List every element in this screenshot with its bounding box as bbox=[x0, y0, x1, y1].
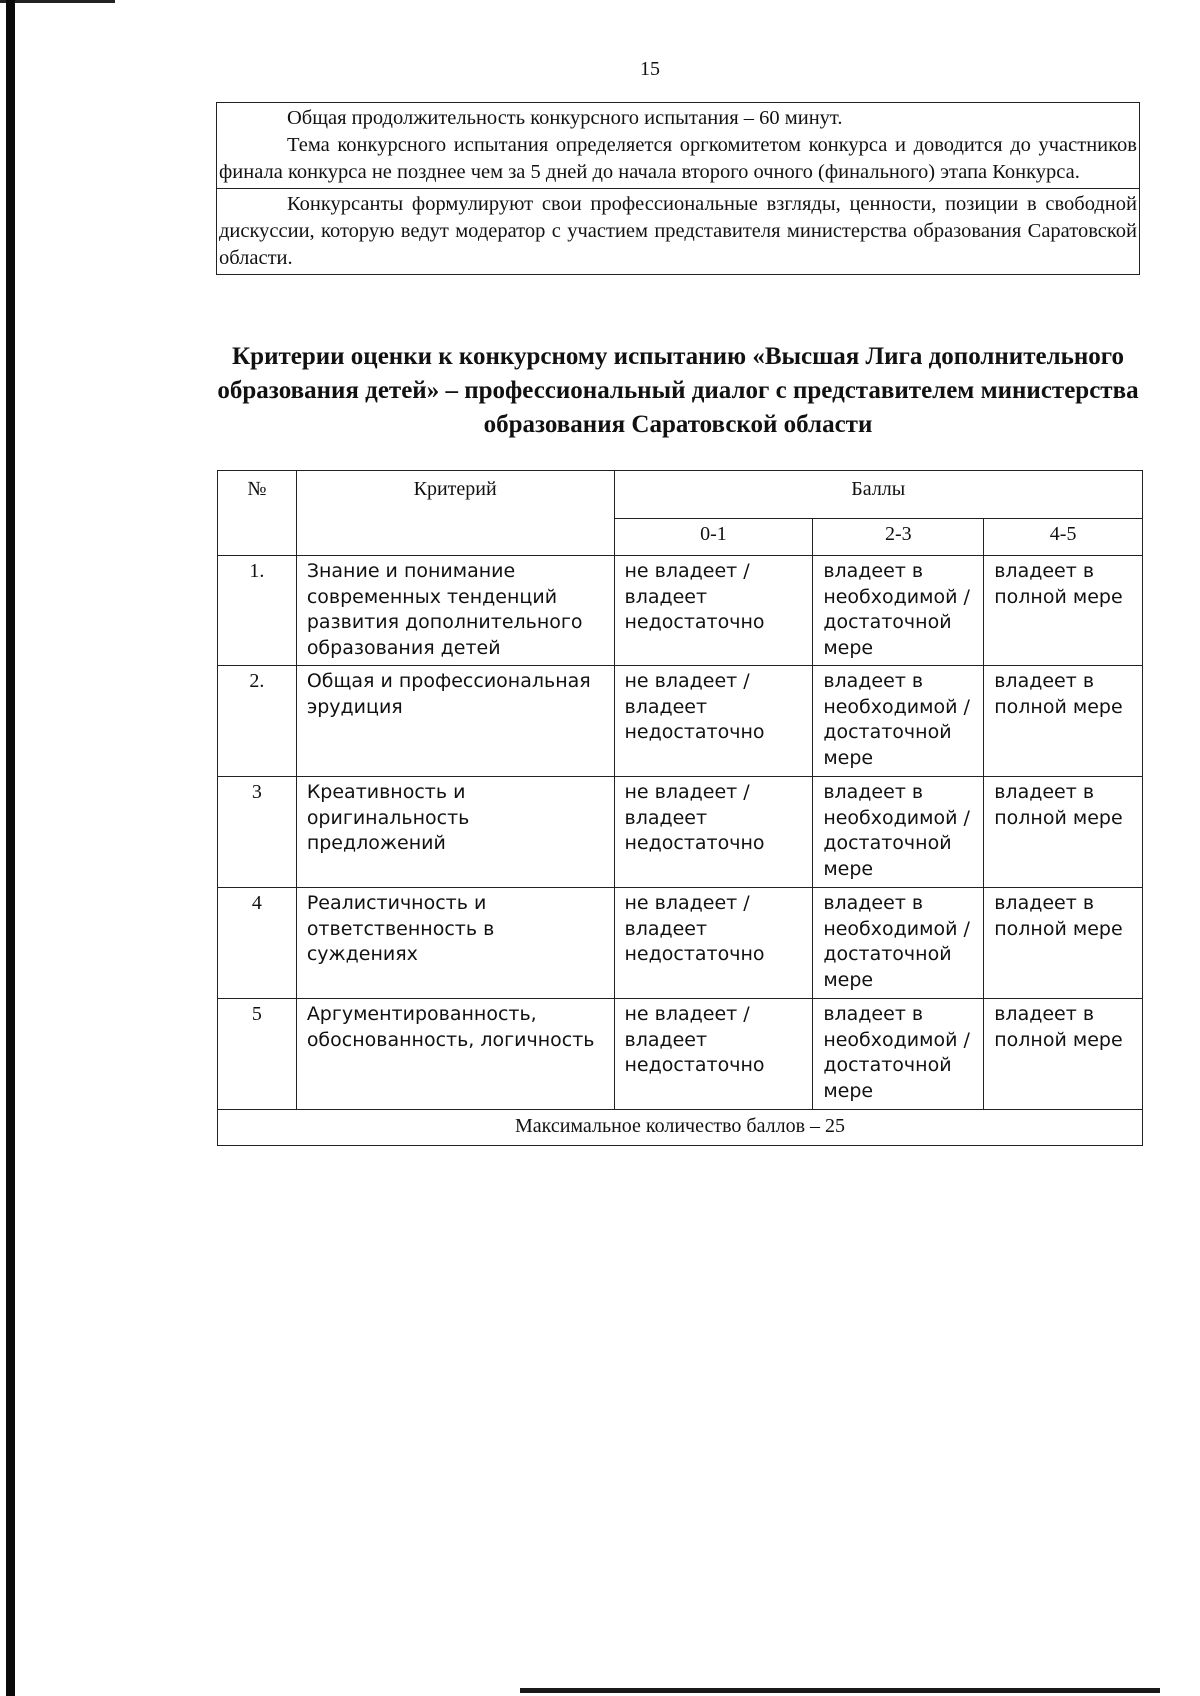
table-header-row bbox=[218, 471, 1143, 519]
row-score-high: владеет в полной мере bbox=[984, 777, 1143, 888]
table-row bbox=[218, 556, 1143, 666]
header-num: № bbox=[218, 471, 297, 556]
row-criterion: Общая и профессиональная эрудиция bbox=[296, 666, 614, 777]
table-total-row bbox=[218, 1110, 1143, 1146]
row-score-low: не владеет / владеет недостаточно bbox=[614, 888, 813, 999]
row-score-mid: владеет в необходимой / достаточной мере bbox=[813, 666, 984, 777]
table-row bbox=[218, 888, 1143, 999]
row-criterion: Знание и понимание современных тенденций развития дополнительного образования детей bbox=[296, 556, 614, 666]
table-row bbox=[218, 777, 1143, 888]
row-score-low: не владеет / владеет недостаточно bbox=[614, 666, 813, 777]
row-criterion: Реалистичность и ответственность в суждениях bbox=[296, 888, 614, 999]
criteria-title: Критерии оценки к конкурсному испытанию «Высшая Лига дополнительного образования детей» – профессиональный диалог с представителем министерства образования Саратовской области bbox=[217, 343, 1139, 438]
row-num: 4 bbox=[218, 888, 297, 999]
header-range-low: 0-1 bbox=[614, 519, 813, 556]
row-score-mid: владеет в необходимой / достаточной мере bbox=[813, 556, 984, 666]
row-criterion: Креативность и оригинальность предложений bbox=[296, 777, 614, 888]
scan-edge-top bbox=[0, 0, 115, 3]
intro-cell-discussion bbox=[217, 188, 1139, 274]
row-score-mid: владеет в необходимой / достаточной мере bbox=[813, 888, 984, 999]
max-score-total: Максимальное количество баллов – 25 bbox=[218, 1110, 1143, 1146]
row-score-mid: владеет в необходимой / достаточной мере bbox=[813, 777, 984, 888]
row-criterion: Аргументированность, обоснованность, логичность bbox=[296, 999, 614, 1110]
row-score-high: владеет в полной мере bbox=[984, 999, 1143, 1110]
intro-cell-duration bbox=[217, 103, 1139, 188]
header-range-mid: 2-3 bbox=[813, 519, 984, 556]
intro-box bbox=[216, 102, 1140, 275]
row-score-mid: владеет в необходимой / достаточной мере bbox=[813, 999, 984, 1110]
row-score-high: владеет в полной мере bbox=[984, 888, 1143, 999]
intro-paragraph-topic: Тема конкурсного испытания определяется оргкомитетом конкурса и доводится до участников финала конкурса не позднее чем за 5 дней до начала второго очного (финального) этапа Конкурса. bbox=[219, 134, 1137, 183]
row-score-high: владеет в полной мере bbox=[984, 556, 1143, 666]
row-score-low: не владеет / владеет недостаточно bbox=[614, 556, 813, 666]
row-num: 1. bbox=[218, 556, 297, 666]
row-num: 3 bbox=[218, 777, 297, 888]
header-criterion: Критерий bbox=[296, 471, 614, 556]
criteria-table bbox=[217, 470, 1143, 1146]
row-score-high: владеет в полной мере bbox=[984, 666, 1143, 777]
intro-paragraph-duration: Общая продолжительность конкурсного испытания – 60 минут. bbox=[287, 107, 843, 129]
scan-edge-bottom bbox=[520, 1688, 1160, 1693]
scan-edge-left bbox=[6, 0, 15, 1696]
row-score-low: не владеет / владеет недостаточно bbox=[614, 777, 813, 888]
page-number: 15 bbox=[640, 58, 660, 80]
row-num: 5 bbox=[218, 999, 297, 1110]
row-score-low: не владеет / владеет недостаточно bbox=[614, 999, 813, 1110]
row-num: 2. bbox=[218, 666, 297, 777]
table-row bbox=[218, 666, 1143, 777]
table-row bbox=[218, 999, 1143, 1110]
header-points: Баллы bbox=[614, 471, 1143, 519]
intro-paragraph-discussion: Конкурсанты формулируют свои профессиональные взгляды, ценности, позиции в свободной дискуссии, которую ведут модератор с участием представителя министерства образования Саратовской области. bbox=[219, 193, 1137, 269]
header-range-high: 4-5 bbox=[984, 519, 1143, 556]
